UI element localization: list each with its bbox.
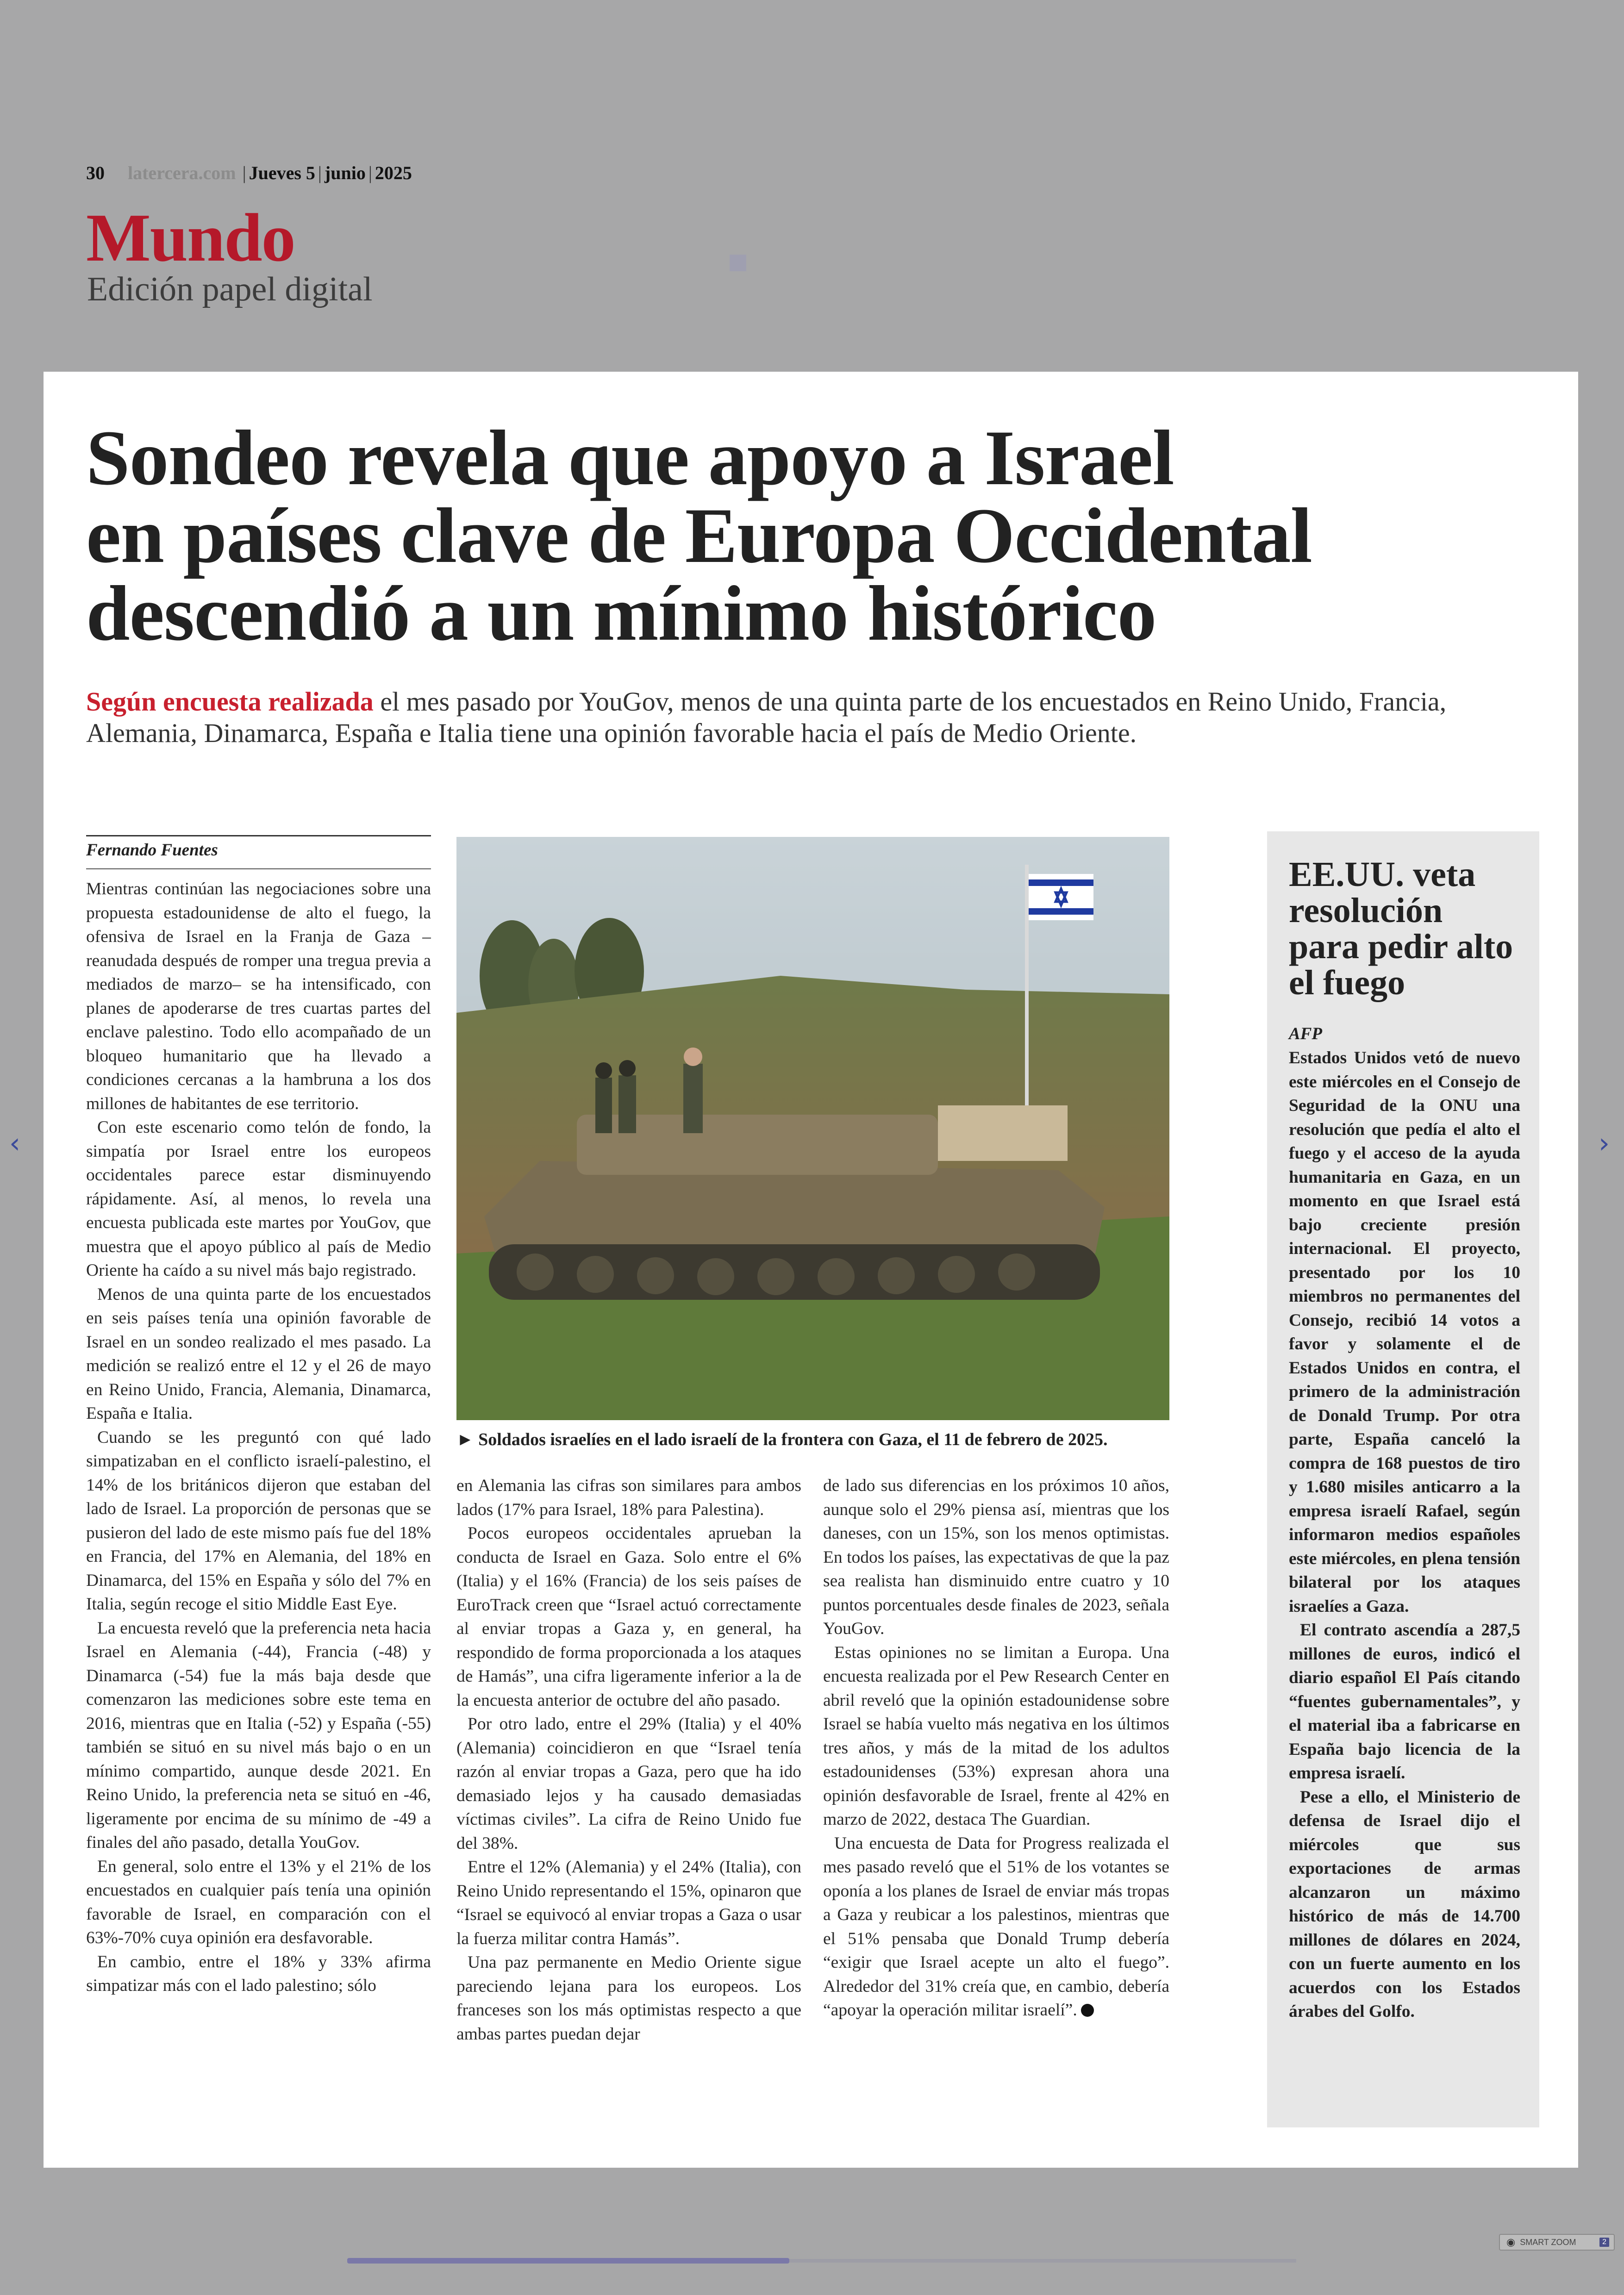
paragraph: de lado sus diferencias en los próximos 10 años, aunque solo el 29% piensa así, mientras que los daneses, con un 15%, son los menos optimistas. En todos los países, las expectativas de que la paz sea realista han disminuido entre cuatro y 10 puntos porcentuales desde finales de 2023, señala YouGov. [823,1476,1169,1638]
byline-rule [86,868,431,869]
paragraph: Mientras continúan las negociaciones sobre una propuesta estadounidense de alto el fuego, la ofensiva de Israel en la Franja de Gaza –reanudada después de romper una tregua previa a mediados de marzo– se ha intensificado, con planes de apoderarse de tres cuartas partes del enclave palestino. Todo ello acompañado de un bloqueo humanitario que ha llevado a condiciones cercanas a la hambruna a los dos millones de habitantes de ese territorio. [86,879,431,1113]
sidebar-body [1289,1046,1520,2111]
paragraph: Por otro lado, entre el 29% (Italia) y el 40% (Alemania) coincidieron en que “Israel tenía razón al enviar tropas a Gaza, pero que ha ido demasiado lejos y ha causado demasiadas víctimas civiles”. La cifra de Reino Unido fue del 38%. [456,1715,801,1853]
paragraph: Estados Unidos vetó de nuevo este miércoles en el Consejo de Seguridad de la ONU una resolución que pedía el alto el fuego y el acceso de la ayuda humanitaria en Gaza, en un momento en que Israel está bajo creciente presión internacional. El proyecto, presentado por los 10 miembros no permanentes del Consejo, recibió 14 votos a favor y solamente el de Estados Unidos en contra, el primero de la administración de Donald Trump. Por otra parte, España canceló la compra de 168 puestos de tiro y 1.680 misiles anticarro a la empresa israelí Rafael, según informaron medios españoles este miércoles, en plena tensión bilateral por los ataques israelíes a Gaza. [1289,1048,1520,1616]
lead-text: el mes pasado por YouGov, menos de una quinta parte de los encuestados en Reino Unido, Francia, Alemania, Dinamarca, España e Italia tiene una opinión favorable hacia el país de Medio Oriente. [86,686,1447,748]
smart-zoom-label: SMART ZOOM [1520,2237,1576,2247]
paragraph: en Alemania las cifras son similares para ambos lados (17% para Israel, 18% para Palestina). [456,1476,801,1519]
paragraph: Estas opiniones no se limitan a Europa. Una encuesta realizada por el Pew Research Center en abril reveló que la opinión estadounidense sobre Israel se había vuelto más negativa en los últimos tres años, y más de la mitad de los adultos estadounidenses (53%) expresan ahora una opinión desfavorable de Israel, frente al 42% en marzo de 2022, destaca The Guardian. [823,1643,1169,1829]
article-column-1 [86,877,431,2127]
paragraph: Con este escenario como telón de fondo, la simpatía por Israel entre los europeos occidentales parece estar disminuyendo rápidamente. Así, al menos, lo revela una encuesta publicada este martes por YouGov, que muestra que el apoyo público al país de Medio Oriente ha caído a su nivel más bajo registrado. [86,1118,431,1280]
section-title: Mundo [86,200,295,276]
headline [86,414,1475,657]
page-scrollbar-thumb[interactable] [347,2258,789,2264]
headline-line: descendió a un mínimo histórico [86,570,1156,657]
site-name: latercera.com [128,162,236,183]
end-of-article-icon [1081,2004,1094,2017]
paragraph: Cuando se les preguntó con qué lado simpatizaban en el conflicto israelí-palestino, el 14% de los británicos dijeron que estaban del lado de Israel. La proporción de personas que se pusieron del lado de este mismo país fue del 18% en Francia, del 17% en Alemania, del 18% en Dinamarca, del 15% en España y sólo del 7% en Italia, según recoge el sitio Middle East Eye. [86,1428,431,1614]
byline-rule [86,835,431,836]
headline-line: Sondeo revela que apoyo a Israel [86,414,1174,501]
sidebar-byline: AFP [1289,1024,1322,1043]
paragraph: Menos de una quinta parte de los encuestados en seis países tenía una opinión favorable de Israel en un sondeo realizado el mes pasado. La medición se realizó entre el 12 y el 26 de mayo en Reino Unido, Francia, Alemania, Dinamarca, España e Italia. [86,1285,431,1423]
paragraph: Entre el 12% (Alemania) y el 24% (Italia), con Reino Unido representando el 15%, opinaron que “Israel se equivocó al enviar tropas a Gaza o usar la fuerza militar contra Hamás”. [456,1858,801,1948]
article-column-2 [456,1474,801,2127]
paragraph: El contrato ascendía a 287,5 millones de euros, indicó el diario español El País citando “fuentes gubernamentales”, y el material iba a fabricarse en España bajo licencia de la empresa israelí. [1289,1621,1520,1783]
tank-photo-illustration [456,837,1169,1420]
lead-paragraph [86,686,1475,749]
smart-zoom-button[interactable] [1499,2234,1615,2251]
lead-accent: Según encuesta realizada [86,686,374,717]
article-column-3 [823,1474,1169,2127]
byline: Fernando Fuentes [86,841,218,860]
paragraph: Pese a ello, el Ministerio de defensa de Israel dijo el miércoles que sus exportaciones de armas alcanzaron un máximo histórico de más de 14.700 millones de dólares en 2024, con un fuerte aumento en los acuerdos con los Estados árabes del Golfo. [1289,1787,1520,2021]
paragraph-with-end-mark [823,1832,1169,2022]
edition-month: junio [324,162,366,183]
sidebar-title: EE.UU. veta resolución para pedir alto el fuego [1289,855,1513,1002]
page-marker-icon [730,255,746,271]
edition-day: Jueves 5 [249,162,315,183]
paragraph: Una encuesta de Data for Progress realizada el mes pasado reveló que el 51% de los votantes se oponía a los planes de Israel de enviar más tropas a Gaza y reubicar a los palestinos, mientras que el 51% pensaba que Donald Trump debería “exigir que Israel acepte un alto el fuego”. Alrededor del 31% creía que, en cambio, debería “apoyar la operación militar israelí”. [823,1834,1169,2020]
eye-icon: ◉ [1506,2236,1516,2248]
paragraph: Pocos europeos occidentales aprueban la conducta de Israel en Gaza. Solo entre el 6% (Italia) y el 16% (Francia) de los seis países de EuroTrack creen que “Israel actuó correctamente al enviar tropas a Gaza y, en general, ha respondido de forma proporcionada a los ataques de Hamás”, una cifra ligeramente inferior a la de la encuesta anterior de octubre del año pasado. [456,1524,801,1710]
article-photo [456,837,1169,1420]
edition-year: 2025 [375,162,412,183]
headline-line: en países clave de Europa Occidental [86,492,1312,579]
paragraph: La encuesta reveló que la preferencia neta hacia Israel en Alemania (-44), Francia (-48) y Dinamarca (-54) fue la más baja desde que comenzaron las mediciones sobre este tema en 2016, mientras que en Italia (-52) y España (-55) también se situó en su nivel más bajo o en un mínimo compartido, aunque desde 2021. En Reino Unido, la preferencia neta se situó en -46, ligeramente por encima de su mínimo de -49 a finales del año pasado, detalla YouGov. [86,1618,431,1852]
paragraph: En general, solo entre el 13% y el 21% de los encuestados en cualquier país tenía una opinión favorable de Israel, en comparación con el 63%-70% cuya opinión era desfavorable. [86,1857,431,1947]
paragraph: Una paz permanente en Medio Oriente sigue pareciendo lejana para los europeos. Los franceses son los más optimistas respecto a que ambas partes puedan dejar [456,1953,801,2044]
smart-zoom-badge: 2 [1599,2238,1609,2247]
paragraph: En cambio, entre el 18% y 33% afirma simpatizar más con el lado palestino; sólo [86,1952,431,1995]
previous-page-icon[interactable]: ‹ [9,1127,20,1160]
edition-header: 30 latercera.com | Jueves 5 | junio | 2025 [86,162,412,183]
next-page-icon[interactable]: › [1599,1127,1610,1160]
photo-caption: ► Soldados israelíes en el lado israelí de la frontera con Gaza, el 11 de febrero de 2025. [456,1430,1108,1449]
section-subtitle: Edición papel digital [87,270,373,308]
page-number: 30 [86,162,105,183]
